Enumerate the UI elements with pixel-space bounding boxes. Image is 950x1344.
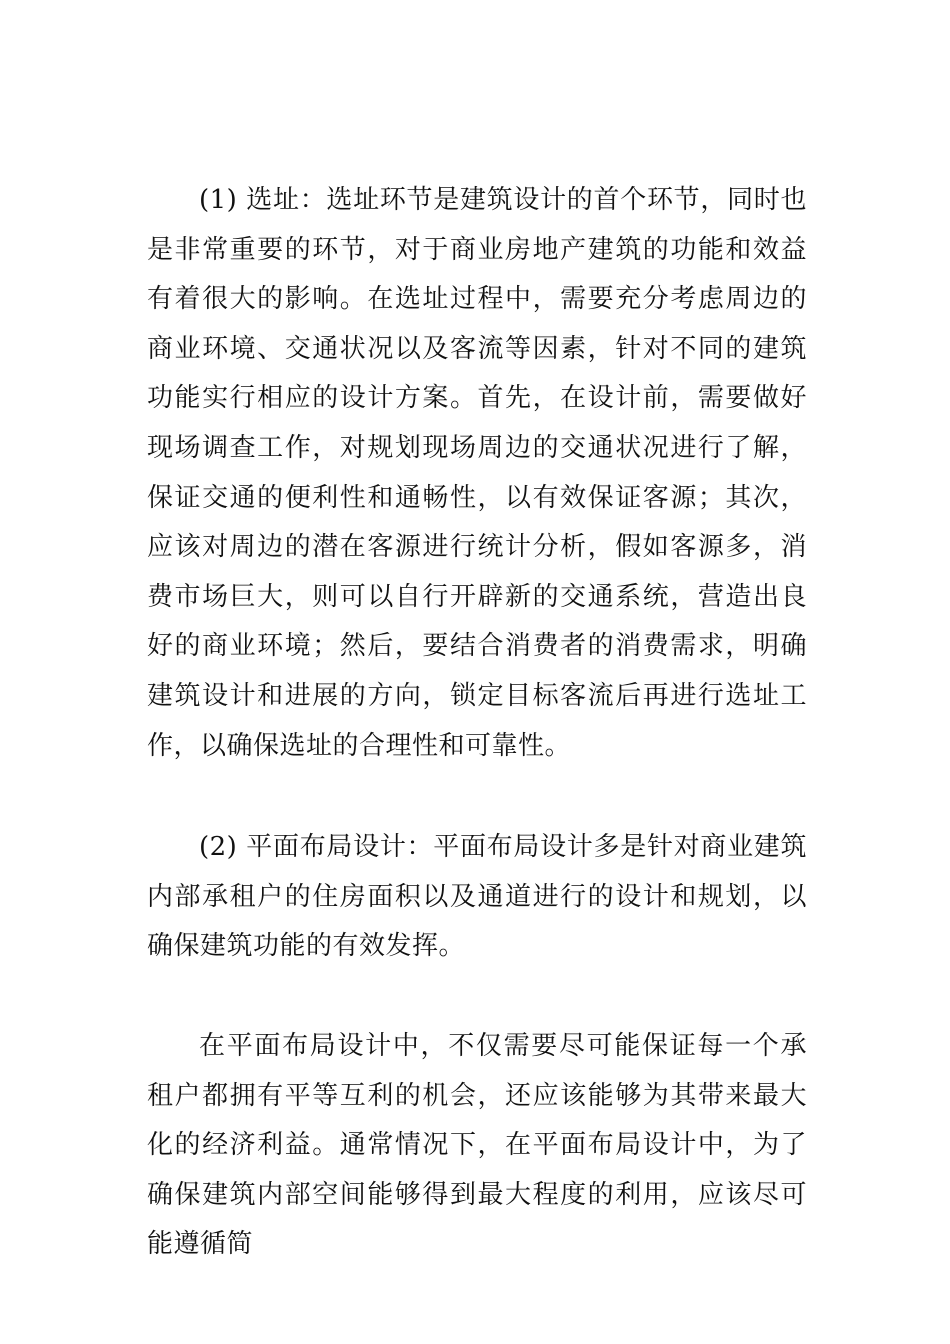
- paragraph-floor-plan-details: 在平面布局设计中，不仅需要尽可能保证每一个承租户都拥有平等互利的机会，还应该能够为其带来最大化的经济利益。通常情况下，在平面布局设计中，为了确保建筑内部空间能够得到最大程度的利用，应该尽可能遵循简: [147, 1031, 807, 1260]
- paragraph-floor-plan-design: (2) 平面布局设计：平面布局设计多是针对商业建筑内部承租户的住房面积以及通道进行的设计和规划，以确保建筑功能的有效发挥。: [147, 832, 807, 962]
- paragraph-site-selection: (1) 选址：选址环节是建筑设计的首个环节，同时也是非常重要的环节，对于商业房地产建筑的功能和效益有着很大的影响。在选址过程中，需要充分考虑周边的商业环境、交通状况以及客流等因素，针对不同的建筑功能实行相应的设计方案。首先，在设计前，需要做好现场调查工作，对规划现场周边的交通状况进行了解，保证交通的便利性和通畅性，以有效保证客源；其次，应该对周边的潜在客源进行统计分析，假如客源多，消费市场巨大，则可以自行开辟新的交通系统，营造出良好的商业环境；然后，要结合消费者的消费需求，明确建筑设计和进展的方向，锁定目标客流后再进行选址工作，以确保选址的合理性和可靠性。: [147, 185, 807, 761]
